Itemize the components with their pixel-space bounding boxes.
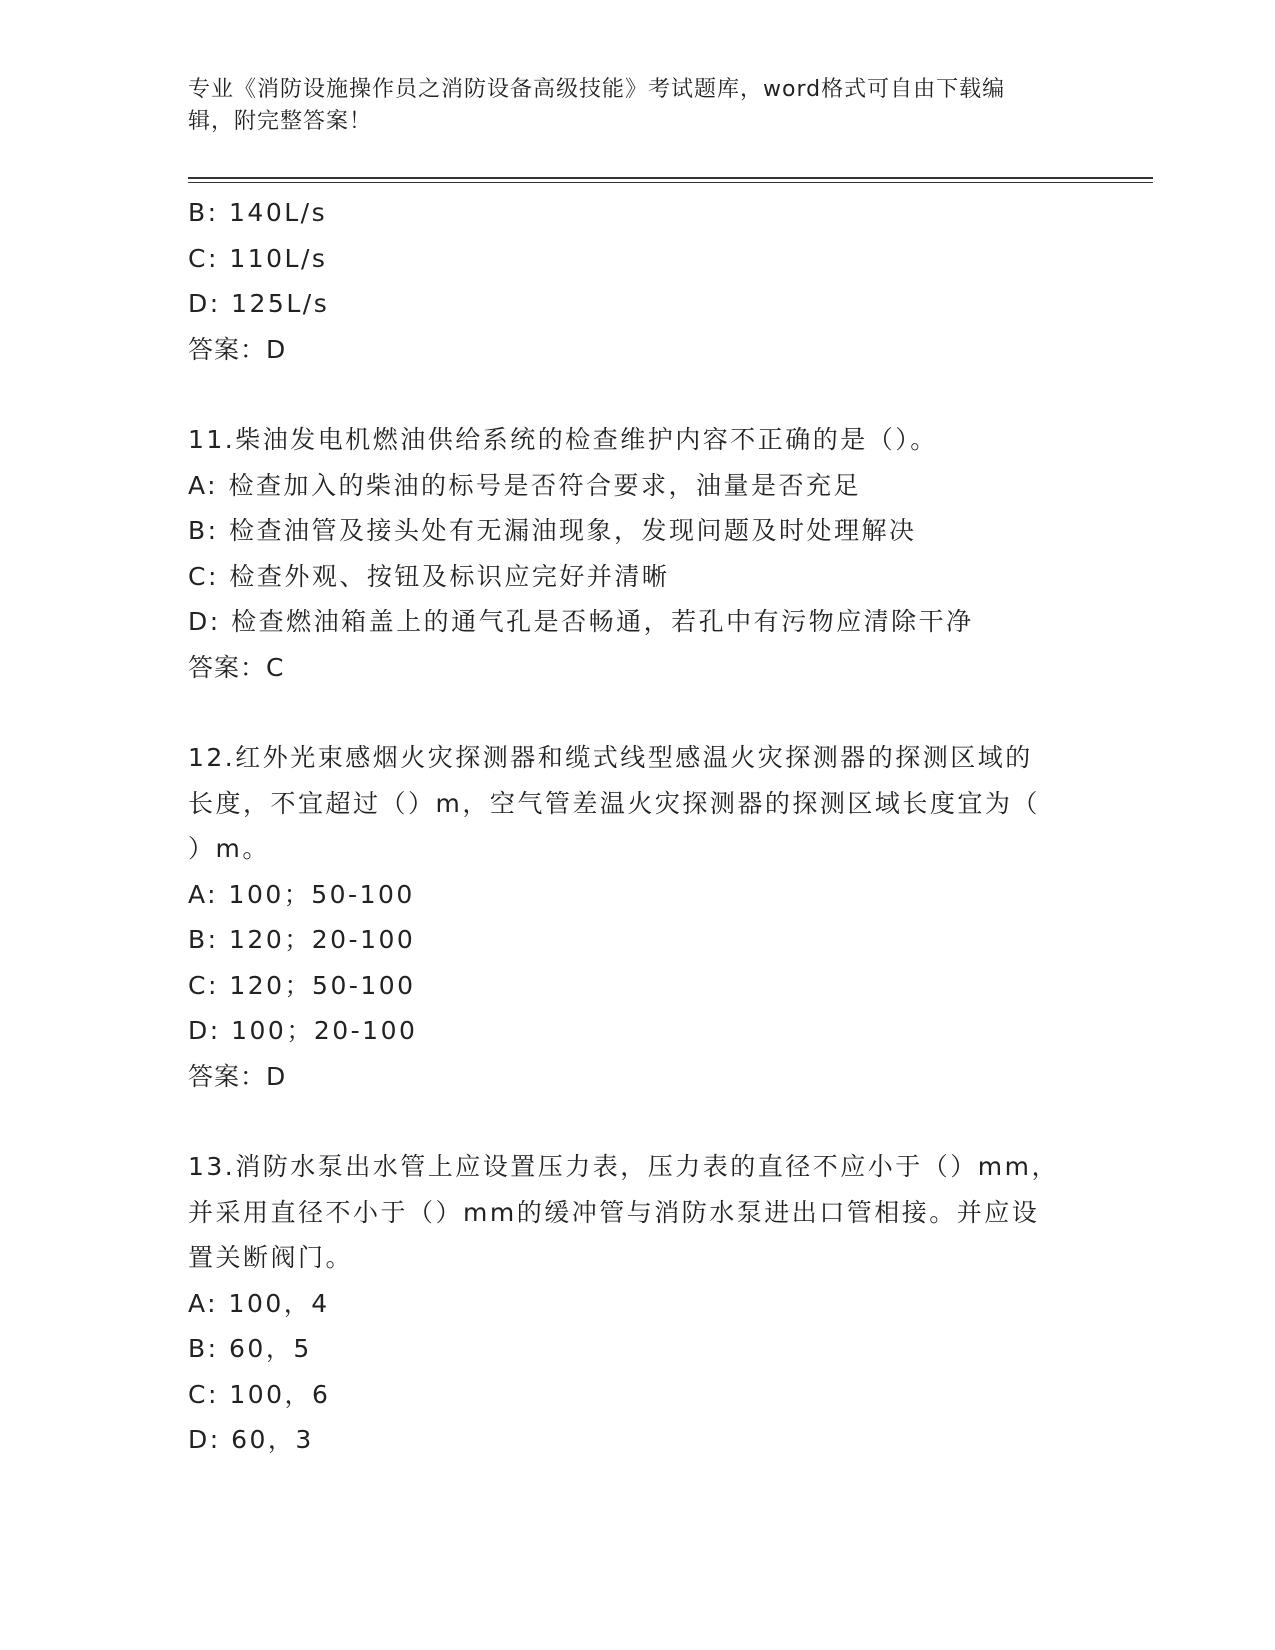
question-10-continuation [188,190,1088,372]
question-title-line-2: 长度，不宜超过（）m，空气管差温火灾探测器的探测区域长度宜为（ [188,788,1040,818]
question-title-line-3: ）m。 [188,834,270,863]
question-12 [188,735,1088,1099]
option-d: D: 60，3 [188,1425,314,1454]
option-c: C: 检查外观、按钮及标识应完好并清晰 [188,561,670,591]
question-title-line-3: 置关断阀门。 [188,1243,354,1272]
option-c: C: 110L/s [188,243,328,273]
question-title-line-1: 12.红外光束感烟火灾探测器和缆式线型感温火灾探测器的探测区域的 [188,743,1033,772]
option-c: C: 120；50-100 [188,970,416,1000]
document-header [188,74,1068,138]
question-11 [188,417,1088,690]
option-b: B: 60，5 [188,1334,312,1363]
question-title-line-2: 并采用直径不小于（）mm的缓冲管与消防水泵进出口管相接。并应设 [188,1197,1040,1227]
document-body [188,190,1088,1463]
question-title: 11.柴油发电机燃油供给系统的检查维护内容不正确的是（）。 [188,425,938,454]
option-d: D: 100；20-100 [188,1016,418,1045]
option-a: A: 检查加入的柴油的标号是否符合要求，油量是否充足 [188,470,862,500]
header-rule-thick [188,177,1153,179]
answer: 答案：C [188,652,285,682]
question-title-line-1: 13.消防水泵出水管上应设置压力表，压力表的直径不应小于（）mm， [188,1152,1059,1181]
option-a: A: 100；50-100 [188,879,415,909]
header-line-2: 辑，附完整答案！ [188,109,373,134]
answer: 答案：D [188,1061,287,1091]
header-line-1: 专业《消防设施操作员之消防设备高级技能》考试题库，word格式可自由下载编 [188,77,1006,102]
option-d: D: 检查燃油箱盖上的通气孔是否畅通，若孔中有污物应清除干净 [188,607,974,636]
answer: 答案：D [188,334,287,364]
option-b: B: 140L/s [188,198,328,227]
option-b: B: 120；20-100 [188,925,416,954]
header-rule-thin [188,182,1153,183]
question-13 [188,1144,1088,1463]
option-c: C: 100，6 [188,1379,331,1409]
option-d: D: 125L/s [188,289,330,318]
option-a: A: 100，4 [188,1288,330,1318]
option-b: B: 检查油管及接头处有无漏油现象，发现问题及时处理解决 [188,516,917,545]
